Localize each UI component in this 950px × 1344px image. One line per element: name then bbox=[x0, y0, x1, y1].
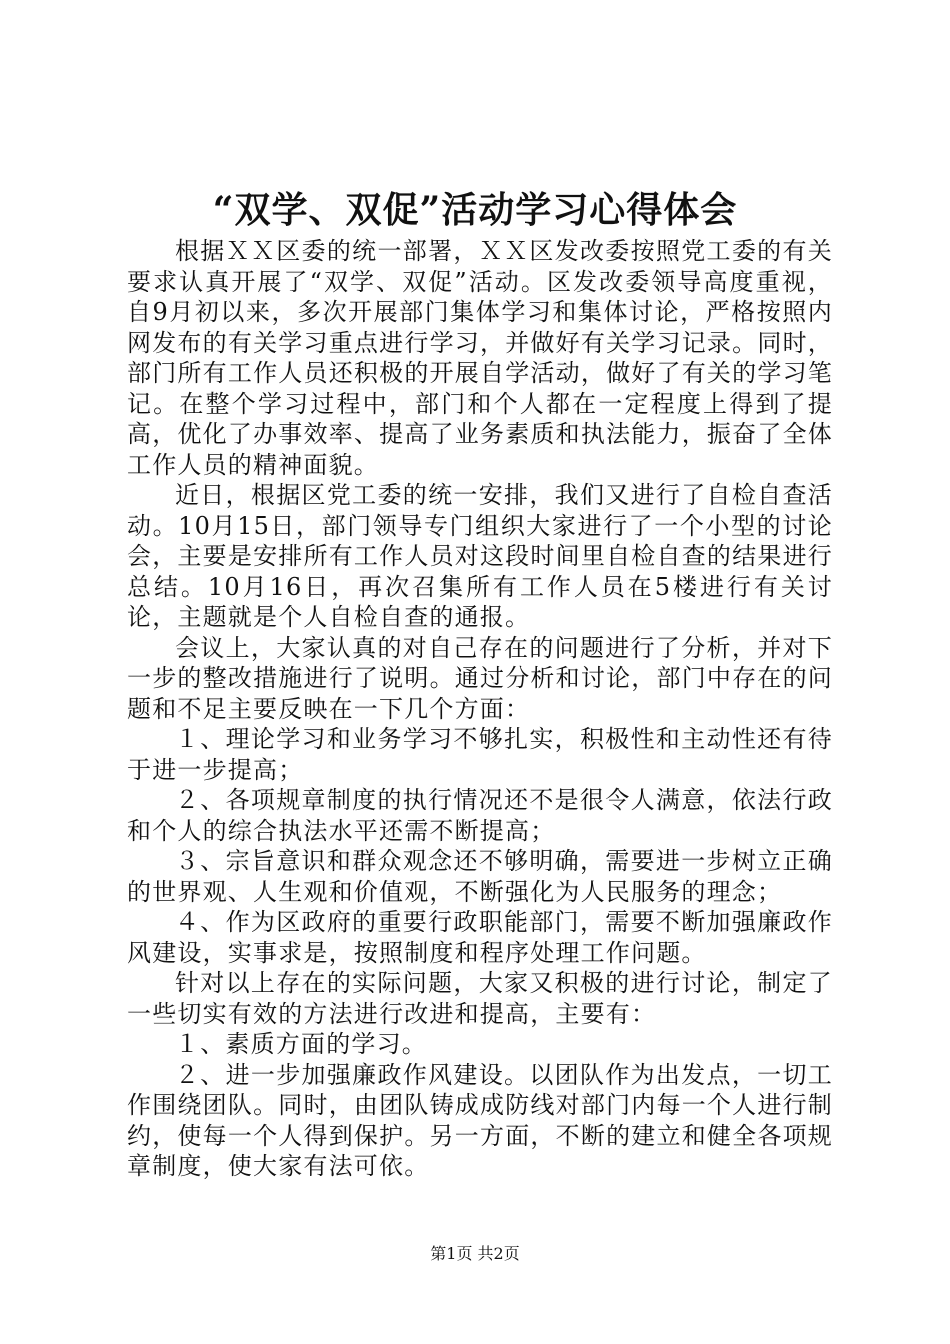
paragraph: 近日，根据区党工委的统一安排，我们又进行了自检自查活动。10月15日，部门领导专门组织大家进行了一个小型的讨论会，主要是安排所有工作人员对这段时间里自检自查的结果进行总结。10月16日，再次召集所有工作人员在5楼进行有关讨论，主题就是个人自检自查的通报。 bbox=[127, 481, 833, 631]
list-item: １、素质方面的学习。 bbox=[175, 1030, 427, 1058]
page-footer: 第1页 共2页 bbox=[430, 1244, 520, 1263]
paragraph: 针对以上存在的实际问题，大家又积极的进行讨论，制定了一些切实有效的方法进行改进和提高，主要有： bbox=[127, 969, 833, 1028]
list-item: ２、各项规章制度的执行情况还不是很令人满意，依法行政和个人的综合执法水平还需不断提高； bbox=[127, 786, 833, 845]
list-item: １、理论学习和业务学习不够扎实，积极性和主动性还有待于进一步提高； bbox=[127, 725, 833, 784]
list-item: ４、作为区政府的重要行政职能部门，需要不断加强廉政作风建设，实事求是，按照制度和程序处理工作问题。 bbox=[127, 908, 833, 967]
paragraph: 会议上，大家认真的对自己存在的问题进行了分析，并对下一步的整改措施进行了说明。通过分析和讨论，部门中存在的问题和不足主要反映在一下几个方面： bbox=[127, 633, 833, 723]
document-title: “双学、双促”活动学习心得体会 bbox=[212, 189, 738, 231]
document-body bbox=[127, 236, 833, 1182]
paragraph: 根据ＸＸ区委的统一部署，ＸＸ区发改委按照党工委的有关要求认真开展了“双学、双促”活动。区发改委领导高度重视，自9月初以来，多次开展部门集体学习和集体讨论，严格按照内网发布的有关学习重点进行学习，并做好有关学习记录。同时，部门所有工作人员还积极的开展自学活动，做好了有关的学习笔记。在整个学习过程中，部门和个人都在一定程度上得到了提高，优化了办事效率、提高了业务素质和执法能力，振奋了全体工作人员的精神面貌。 bbox=[127, 237, 833, 479]
list-item: ２、进一步加强廉政作风建设。以团队作为出发点，一切工作围绕团队。同时，由团队铸成成防线对部门内每一个人进行制约，使每一个人得到保护。另一方面，不断的建立和健全各项规章制度，使大家有法可依。 bbox=[127, 1060, 833, 1180]
list-item: ３、宗旨意识和群众观念还不够明确，需要进一步树立正确的世界观、人生观和价值观，不断强化为人民服务的理念； bbox=[127, 847, 833, 906]
